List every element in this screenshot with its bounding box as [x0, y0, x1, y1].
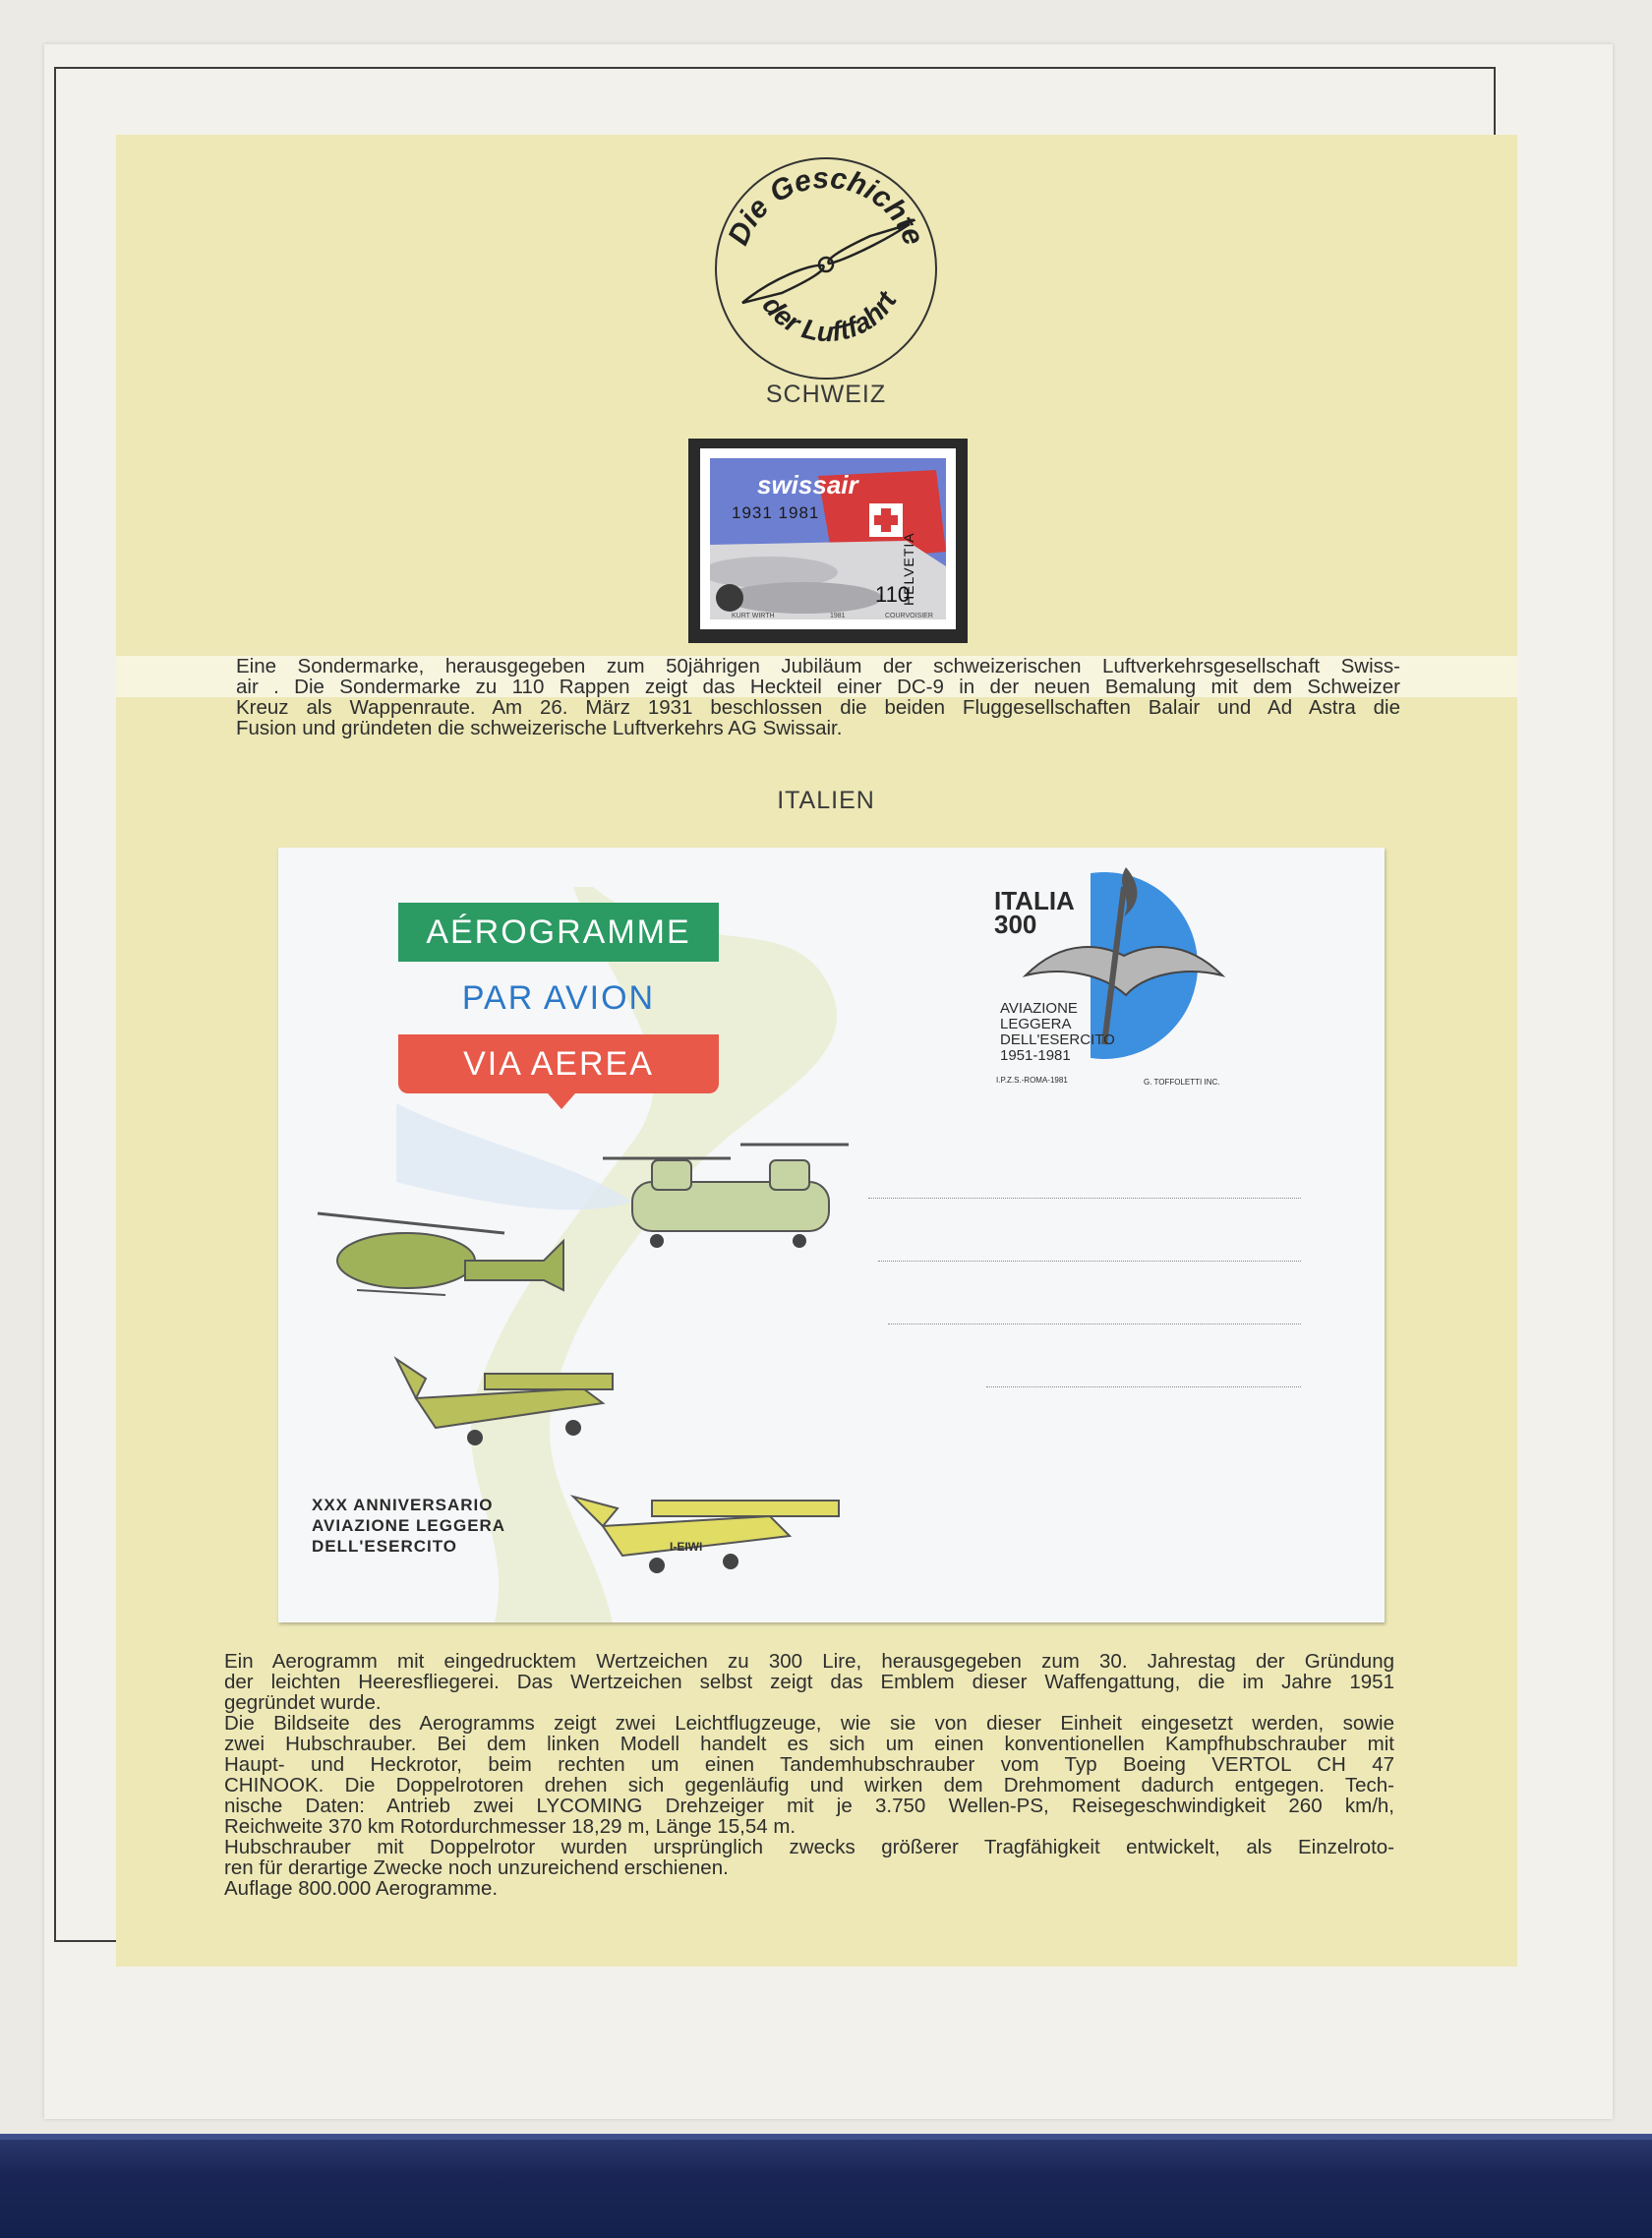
- imprint-value: 300: [994, 910, 1037, 939]
- swiss-description: [236, 656, 1400, 738]
- aerogramme-label: AÉROGRAMME: [398, 903, 719, 962]
- heading-italy: ITALIEN: [777, 787, 875, 814]
- paragraph-line: Hubschrauber mit Doppelrotor wurden ursprünglich zwecks größerer Tragfähigkeit entwickelt, als Einzelroto-: [224, 1836, 1394, 1858]
- imprint-line: AVIAZIONE: [1000, 1000, 1078, 1017]
- heading-switzerland: SCHWEIZ: [765, 381, 887, 408]
- attack-helicopter-icon: [318, 1213, 563, 1295]
- anniversary-line: AVIAZIONE LEGGERA: [312, 1516, 506, 1535]
- paragraph-line: Kreuz als Wappenraute. Am 26. März 1931 beschlossen die beiden Fluggesellschaften Balair und Ad Astra die: [236, 696, 1400, 719]
- stamp-brand: swissair: [757, 470, 858, 500]
- stamp-value: 110: [875, 582, 911, 607]
- svg-text:Die Geschichte: [722, 162, 930, 250]
- paragraph-line: nische Daten: Antrieb zwei LYCOMING Drehzeiger mit je 3.750 Wellen-PS, Reisegeschwindigkeit 260 km/h,: [224, 1795, 1394, 1817]
- propeller-icon: [742, 224, 910, 303]
- paragraph-line: Haupt- und Heckrotor, beim rechten um einen Tandemhubschrauber vom Typ Boeing VERTOL CH 47: [224, 1753, 1394, 1776]
- logo-emblem: [713, 155, 939, 382]
- stamp-years: 1931 1981: [732, 503, 820, 522]
- par-avion-label: PAR AVION: [461, 979, 656, 1017]
- logo-bottom-text: der Luftfahrt: [756, 286, 903, 348]
- paragraph-line: gegründet wurde.: [224, 1691, 382, 1714]
- paragraph-line: ren für derartige Zwecke noch unzureichend erschienen.: [224, 1856, 729, 1879]
- address-line: [888, 1324, 1301, 1325]
- imprint-line: 1951-1981: [1000, 1047, 1071, 1064]
- via-aerea-label: VIA AEREA: [398, 1034, 719, 1093]
- stamp-year-small: 1981: [830, 613, 846, 619]
- imprint-designer: G. TOFFOLETTI INC.: [1144, 1078, 1220, 1087]
- binder-stripe: [0, 2134, 1652, 2140]
- imprint-printer: I.P.Z.S.-ROMA-1981: [996, 1076, 1068, 1085]
- paragraph-line: Ein Aerogramm mit eingedrucktem Wertzeichen zu 300 Lire, herausgegeben zum 30. Jahrestag der Gründung: [224, 1650, 1394, 1673]
- paragraph-line: zwei Hubschrauber. Bei dem linken Modell handelt es sich um einen konventionellen Kampfhubschrauber mit: [224, 1733, 1394, 1755]
- paragraph-line: Reichweite 370 km Rotordurchmesser 18,29 m, Länge 15,54 m.: [224, 1815, 796, 1838]
- address-line: [986, 1386, 1301, 1387]
- paragraph-line: Eine Sondermarke, herausgegeben zum 50jährigen Jubiläum der schweizerischen Luftverkehrsgesellschaft Swiss-: [236, 655, 1400, 677]
- stamp-designer: KURT WIRTH: [732, 613, 775, 619]
- cub-plane-icon: [573, 1497, 839, 1573]
- binder-edge: [0, 2134, 1652, 2238]
- paragraph-line: Auflage 800.000 Aerogramme.: [224, 1877, 499, 1900]
- plane-registration: I-EIWI: [670, 1540, 703, 1554]
- address-line: [868, 1198, 1301, 1199]
- imprint-caption: [1000, 1001, 1115, 1064]
- paragraph-line: CHINOOK. Die Doppelrotoren drehen sich gegenläufig und wirken dem Drehmoment dadurch entgegen. Tech-: [224, 1774, 1394, 1796]
- imprint-country: ITALIA: [994, 886, 1075, 915]
- address-line: [878, 1261, 1301, 1262]
- imprint-line: LEGGERA: [1000, 1016, 1072, 1032]
- imprint-line: DELL'ESERCITO: [1000, 1031, 1115, 1048]
- paragraph-line: der leichten Heeresfliegerei. Das Wertzeichen selbst zeigt das Emblem dieser Waffengattung, die im Jahre 1951: [224, 1671, 1394, 1693]
- italy-description: [224, 1651, 1394, 1899]
- anniversary-line: DELL'ESERCITO: [312, 1537, 458, 1556]
- paragraph-line: Die Bildseite des Aerogramms zeigt zwei Leichtflugzeuge, wie sie von dieser Einheit eingesetzt werden, sowie: [224, 1712, 1394, 1735]
- anniversary-line: XXX ANNIVERSARIO: [312, 1496, 494, 1514]
- imprint-title: [994, 886, 1075, 939]
- logo-top-text: Die Geschichte: [722, 161, 930, 251]
- paragraph-line: Fusion und gründeten die schweizerische Luftverkehrs AG Swissair.: [236, 717, 843, 739]
- stamp-printer: COURVOISIER: [885, 613, 933, 619]
- aerogram: [278, 848, 1385, 1622]
- swissair-stamp: [700, 448, 956, 629]
- anniversary-text: [312, 1495, 505, 1557]
- paragraph-line: air . Die Sondermarke zu 110 Rappen zeigt das Heckteil einer DC-9 in der neuen Bemalung mit dem Schweizer: [236, 676, 1400, 698]
- via-aerea-pointer: [548, 1093, 575, 1109]
- stamp-country: HELVETIA: [901, 532, 916, 606]
